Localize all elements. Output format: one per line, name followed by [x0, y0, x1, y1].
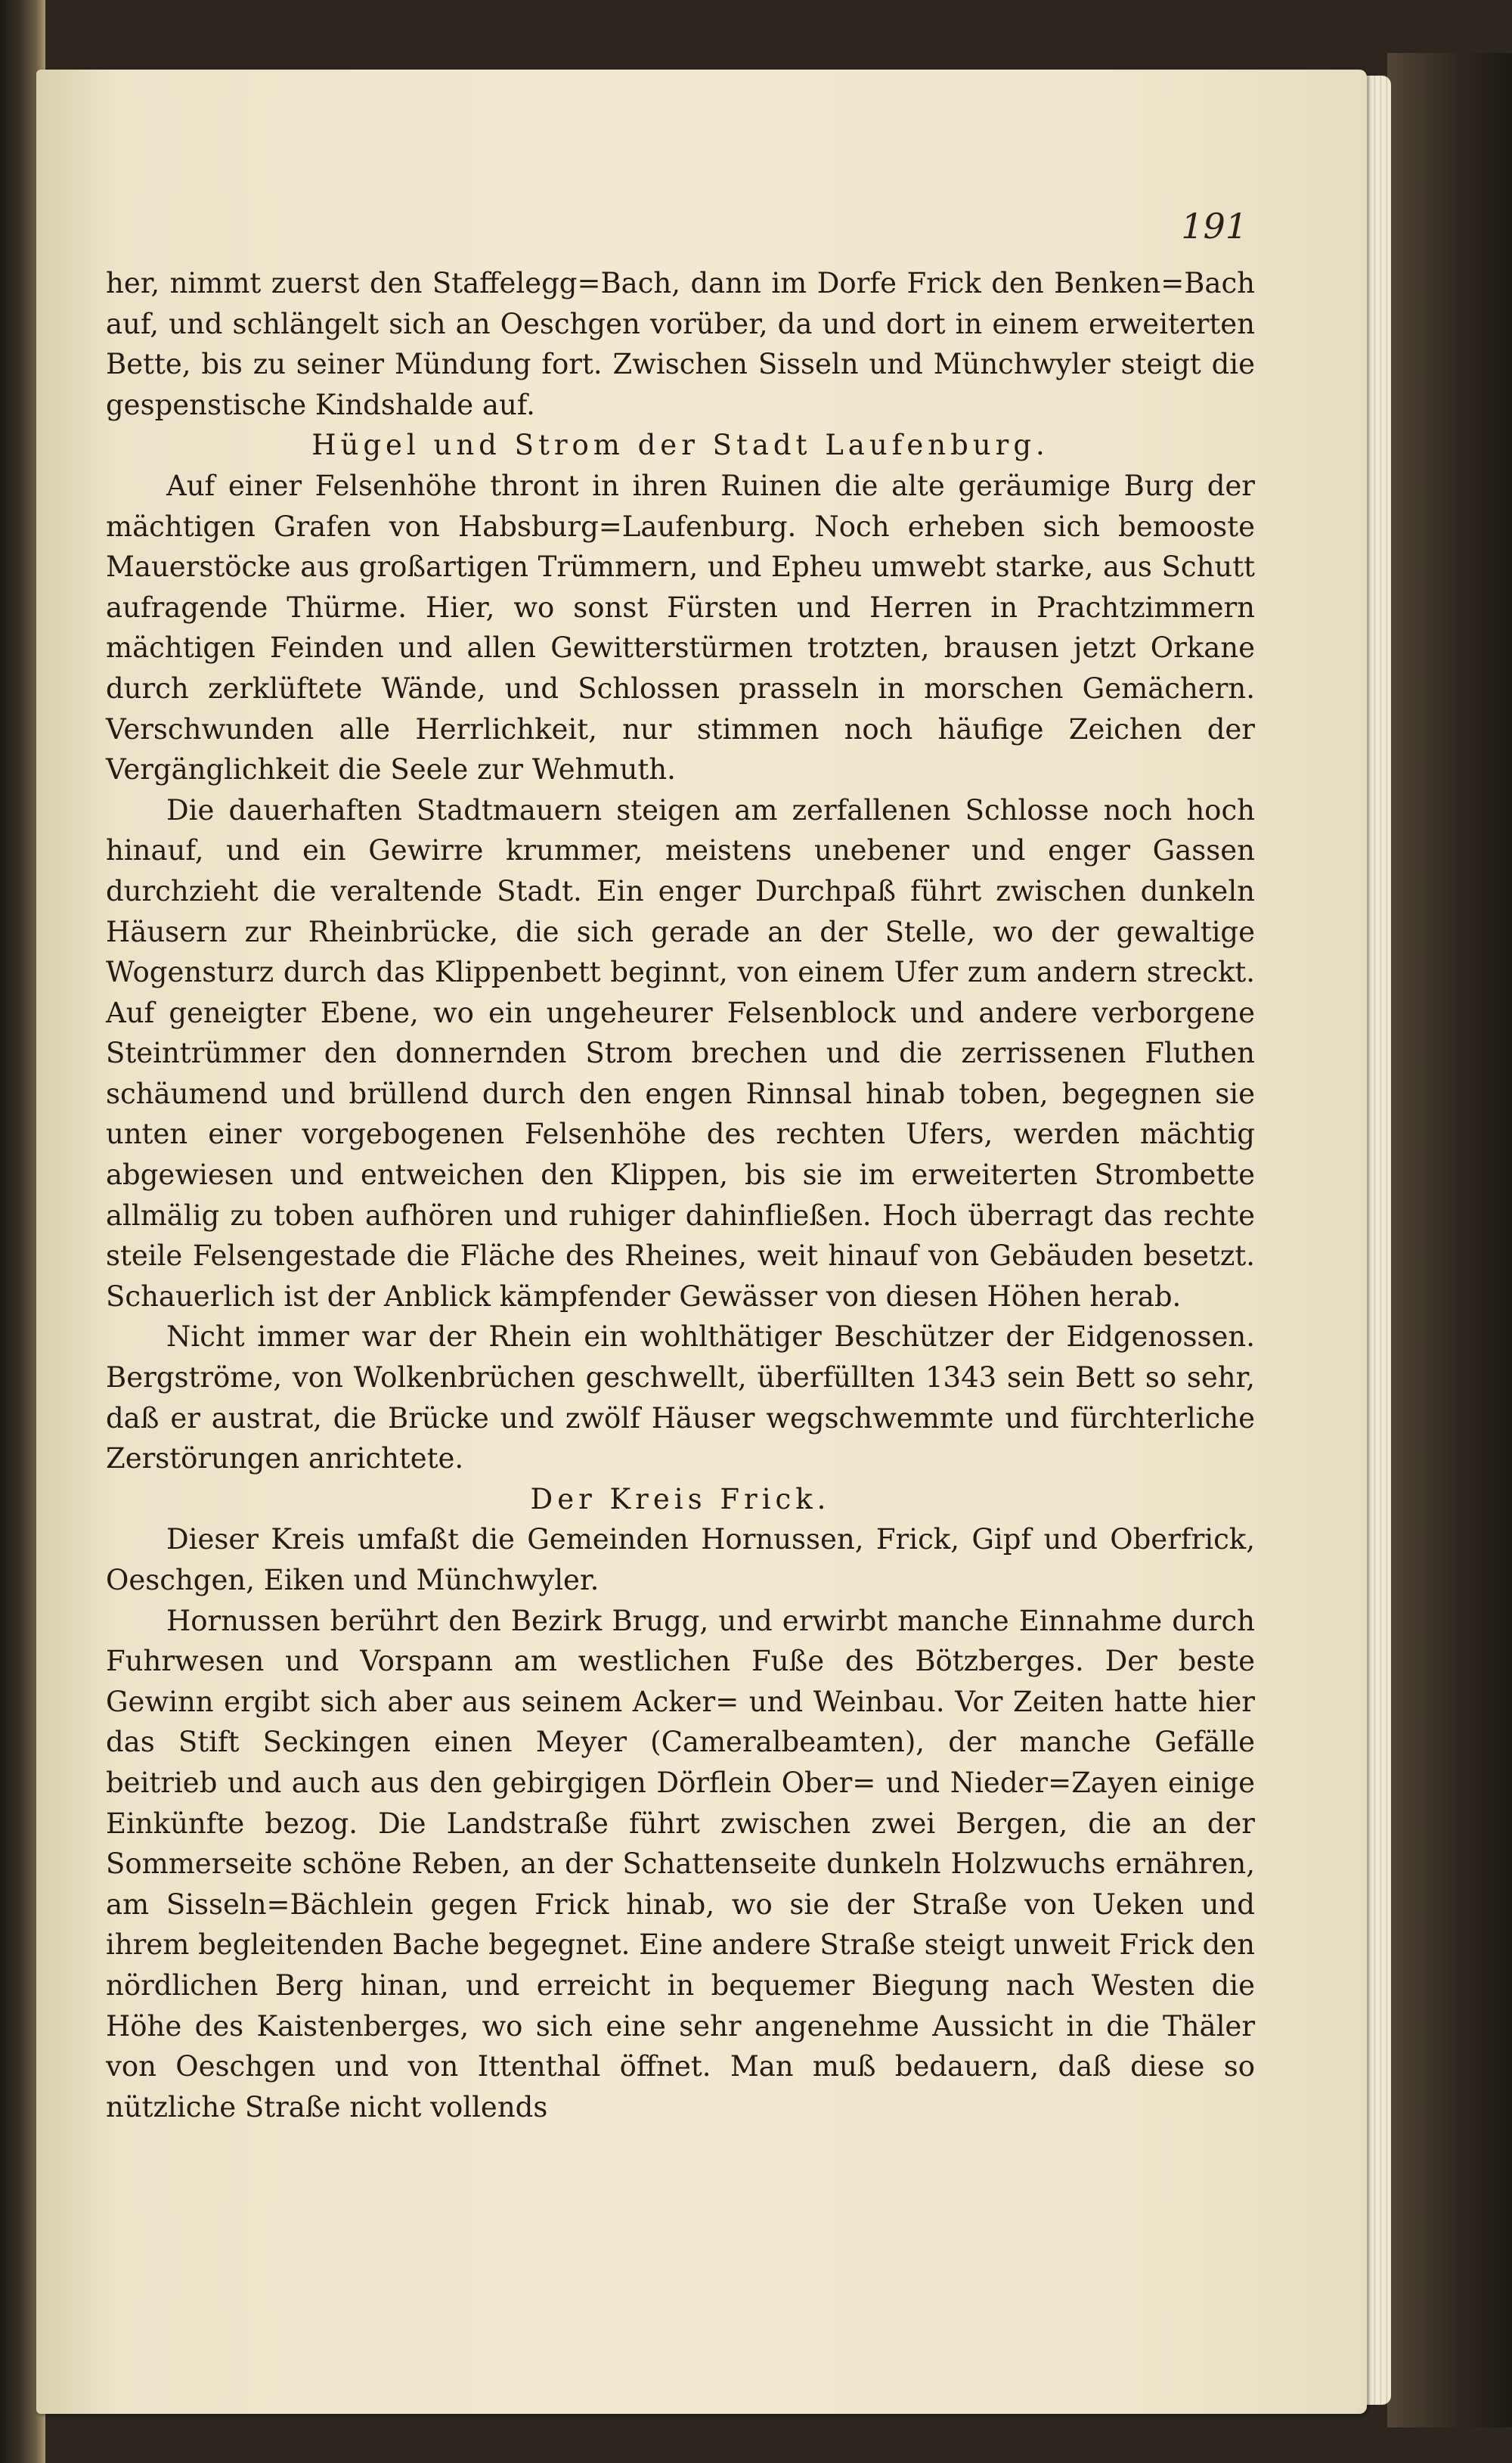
section-heading-kreis-frick: Der Kreis Frick.	[530, 1482, 831, 1515]
page-number: 191	[1181, 206, 1247, 247]
paragraph-hornussen: Hornussen berührt den Bezirk Brugg, und erwirbt manche Einnahme durch Fuhrwesen und Vorspann am westlichen Fuße des Bötzberges. Der beste Gewinn ergibt sich aber aus seinem Acker= und Weinbau. Vor Zeiten hatte hier das Stift Seckingen einen Meyer (Cameralbeamten), der manche Gefälle beitrieb und auch aus den gebirgigen Dörflein Ober= und Nieder=Zayen einige Einkünfte bezog. Die Landstraße führt zwischen zwei Bergen, die an der Sommerseite schöne Reben, an der Schattenseite dunkeln Holzwuchs ernähren, am Sisseln=Bächlein gegen Frick hinab, wo sie der Straße von Ueken und ihrem begleitenden Bache begegnet. Eine andere Straße steigt unweit Frick den nördlichen Berg hinan, und erreicht in bequemer Biegung nach Westen die Höhe des Kaistenberges, wo sich eine sehr angenehme Aussicht in die Thäler von Oeschgen und von Ittenthal öffnet. Man muß bedauern, daß diese so nützliche Straße nicht vollends	[106, 1604, 1255, 2123]
section-heading-laufenburg: Hügel und Strom der Stadt Laufenburg.	[311, 429, 1049, 462]
paragraph-burg: Auf einer Felsenhöhe thront in ihren Ruinen die alte geräumige Burg der mächtigen Grafen von Habsburg=Laufenburg. Noch erheben sich bemooste Mauerstöcke aus großartigen Trümmern, und Epheu umwebt starke, aus Schutt aufragende Thürme. Hier, wo sonst Fürsten und Herren in Prachtzimmern mächtigen Feinden und allen Gewitterstürmen trotzten, brausen jetzt Orkane durch zerklüftete Wände, und Schlossen prasseln in morschen Gemächern. Verschwunden alle Herrlichkeit, nur stimmen noch häufige Zeichen der Vergänglichkeit die Seele zur Wehmuth.	[106, 469, 1255, 786]
paragraph-rhein: Nicht immer war der Rhein ein wohlthätiger Beschützer der Eidgenossen. Bergströme, von Wolkenbrüchen geschwellt, überfüllten 1343 sein Bett so sehr, daß er austrat, die Brücke und zwölf Häuser wegschwemmte und fürchterliche Zerstörungen anrichtete.	[106, 1320, 1255, 1475]
book-cover-right	[1387, 53, 1512, 2427]
paragraph-stadtmauern: Die dauerhaften Stadtmauern steigen am zerfallenen Schlosse noch hoch hinauf, und ein Gewirre krummer, meistens unebener und enger Gassen durchzieht die veraltende Stadt. Ein enger Durchpaß führt zwischen dunkeln Häusern zur Rheinbrücke, die sich gerade an der Stelle, wo der gewaltige Wogensturz durch das Klippenbett beginnt, von einem Ufer zum andern streckt. Auf geneigter Ebene, wo ein ungeheurer Felsenblock und andere verborgene Steintrümmer den donnernden Strom brechen und die zerrissenen Fluthen schäumend und brüllend durch den engen Rinnsal hinab toben, begegnen sie unten einer vorgebogenen Felsenhöhe des rechten Ufers, werden mächtig abgewiesen und entweichen den Klippen, bis sie im erweiterten Strombette allmälig zu toben aufhören und ruhiger dahinfließen. Hoch überragt das rechte steile Felsengestade die Fläche des Rheines, weit hinauf von Gebäuden besetzt. Schauerlich ist der Anblick kämpfender Gewässer von diesen Höhen herab.	[106, 793, 1255, 1313]
paragraph-continuation: her, nimmt zuerst den Staffelegg=Bach, dann im Dorfe Frick den Benken=Bach auf, und schlängelt sich an Oeschgen vorüber, da und dort in einem erweiterten Bette, bis zu seiner Mündung fort. Zwischen Sisseln und Münchwyler steigt die gespenstische Kindshalde auf.	[106, 267, 1255, 421]
paragraph-gemeinden: Dieser Kreis umfaßt die Gemeinden Hornussen, Frick, Gipf und Oberfrick, Oeschgen, Eiken und Münchwyler.	[106, 1523, 1255, 1596]
page-text	[106, 263, 1255, 2127]
